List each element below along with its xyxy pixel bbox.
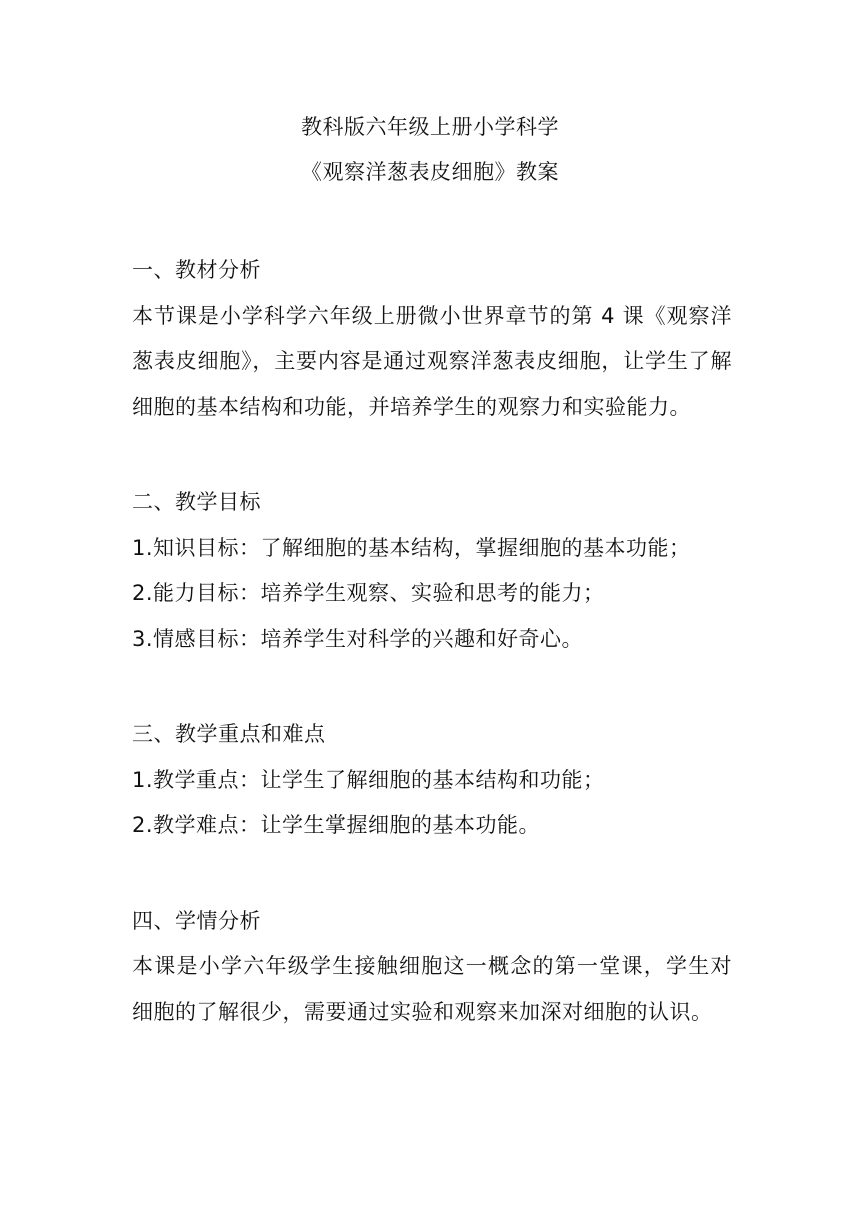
section-heading: 四、学情分析	[132, 908, 261, 933]
list-item: 2.教学难点：让学生掌握细胞的基本功能。	[132, 813, 541, 837]
section-student-analysis	[132, 899, 732, 1036]
document-title: 教科版六年级上册小学科学	[301, 115, 559, 139]
document-body	[132, 248, 732, 1085]
list-item: 2.能力目标：培养学生观察、实验和思考的能力；	[132, 581, 605, 605]
section-teaching-goals	[132, 480, 732, 662]
section-key-points	[132, 712, 732, 849]
list-item: 1.知识目标：了解细胞的基本结构，掌握细胞的基本功能；	[132, 535, 691, 560]
section-paragraph: 本节课是小学科学六年级上册微小世界章节的第 4 课《观察洋葱表皮细胞》，主要内容是通过观察洋葱表皮细胞，让学生了解细胞的基本结构和功能，并培养学生的观察力和实验能力。	[132, 303, 732, 419]
section-heading: 三、教学重点和难点	[132, 722, 326, 746]
section-heading: 二、教学目标	[132, 490, 261, 514]
section-heading: 一、教材分析	[132, 258, 261, 282]
list-item: 3.情感目标：培养学生对科学的兴趣和好奇心。	[132, 626, 584, 651]
section-textbook-analysis	[132, 248, 732, 430]
list-item: 1.教学重点：让学生了解细胞的基本结构和功能；	[132, 767, 605, 792]
document-subtitle: 《观察洋葱表皮细胞》教案	[301, 160, 559, 184]
section-paragraph: 本课是小学六年级学生接触细胞这一概念的第一堂课，学生对细胞的了解很少，需要通过实验和观察来加深对细胞的认识。	[132, 954, 732, 1024]
